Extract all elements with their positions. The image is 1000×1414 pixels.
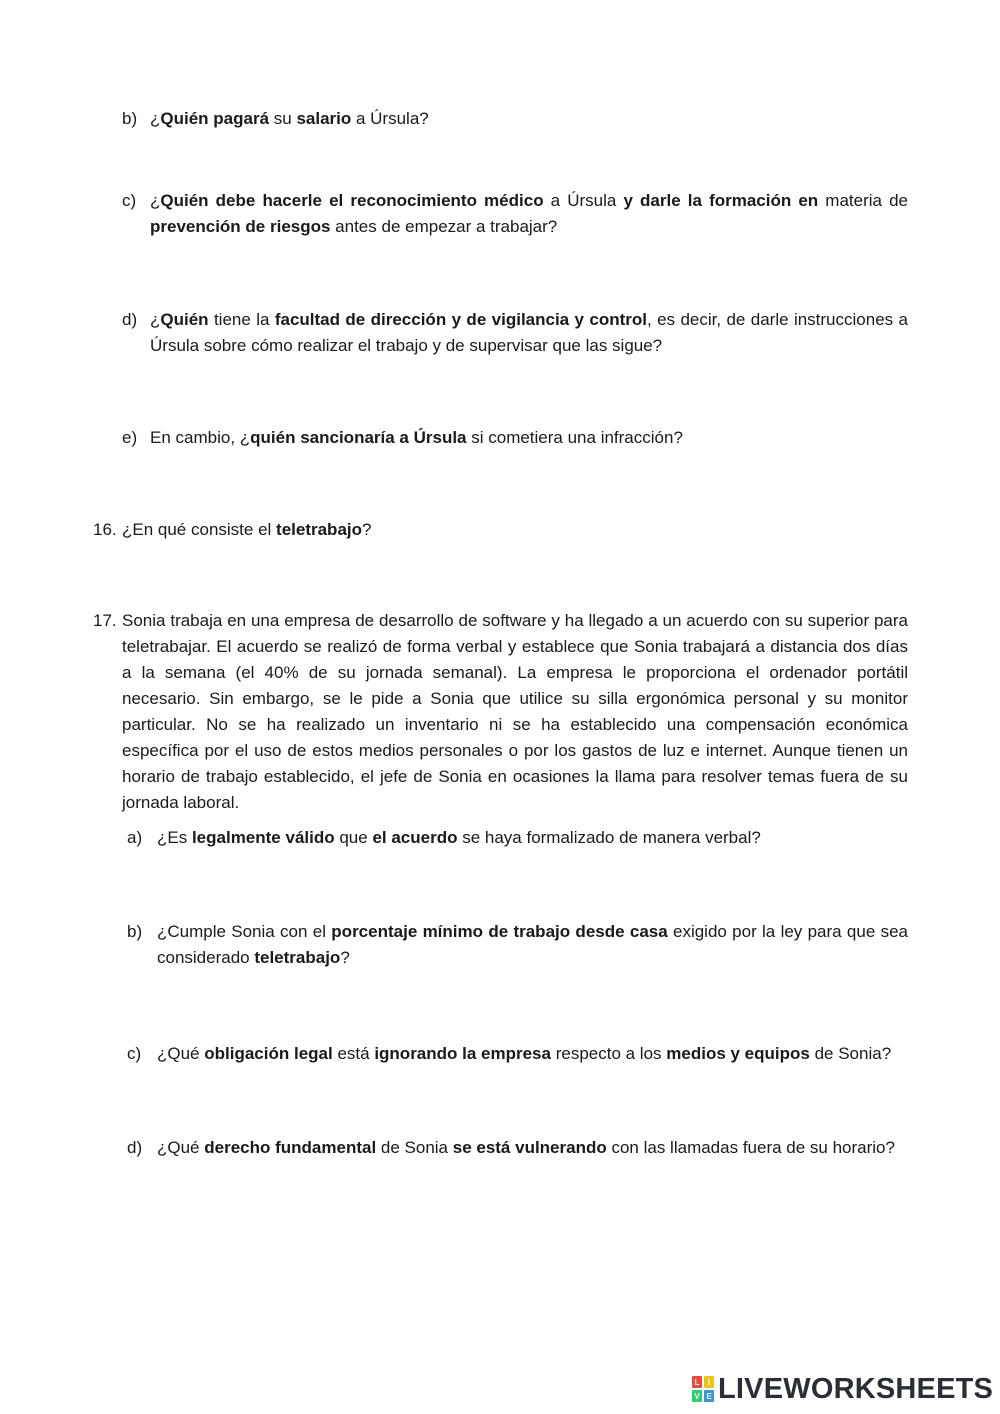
item-label: b) (122, 109, 138, 128)
text-run: ¿Qué (157, 1044, 205, 1063)
text-run: ¿ (150, 191, 161, 210)
bold-text: salario (296, 109, 352, 128)
text-run: de Sonia (376, 1138, 453, 1157)
text-run: En cambio, ¿ (150, 428, 251, 447)
question-17-text: Sonia trabaja en una empresa de desarrollo de software y ha llegado a un acuerdo con su superior para teletrabajar. El acuerdo se realizó de forma verbal y establece que Sonia trabajará a distancia dos días a la semana (el 40% de su jornada semanal). La empresa le proporciona el ordenador portátil necesario. Sin embargo, se le pide a Sonia que utilice su silla ergonómica personal y su monitor particular. No se ha realizado un inventario ni se ha establecido una compensación económica específica por el uso de estos medios personales o por los gastos de luz e internet. Aunque tienen un horario de trabajo establecido, el jefe de Sonia en ocasiones la llama para resolver temas fuera de su jornada laboral. (122, 611, 908, 812)
text-run: ¿ (150, 109, 161, 128)
item-label: d) (122, 310, 138, 329)
item-label: c) (127, 1044, 142, 1063)
bold-text: facultad de dirección y de vigilancia y control (274, 310, 647, 329)
bold-text: prevención de riesgos (150, 217, 331, 236)
bold-text: ignorando la empresa (374, 1044, 551, 1063)
question-number: 16. (93, 520, 117, 539)
bold-text: legalmente válido (191, 828, 335, 847)
text-run: ¿ (150, 310, 161, 329)
question-17d (157, 1135, 908, 1161)
liveworksheets-logo (692, 1374, 993, 1404)
question-number: 17. (93, 611, 117, 630)
question-17b (157, 919, 908, 971)
item-label: b) (127, 922, 143, 941)
text-run: , es decir, de darle instrucciones a Úrsula sobre cómo realizar el trabajo y de supervisar que las sigue? (150, 310, 908, 355)
svg-text:E: E (706, 1392, 712, 1401)
text-run: su (269, 109, 297, 128)
text-run: con las llamadas fuera de su horario? (606, 1138, 895, 1157)
liveworksheets-logo-icon (692, 1376, 714, 1402)
bold-text: obligación legal (204, 1044, 333, 1063)
bold-text: el acuerdo (372, 828, 458, 847)
text-run: ¿Es (157, 828, 192, 847)
bold-text: y darle la formación en (623, 191, 819, 210)
item-label: a) (127, 828, 143, 847)
item-label: c) (122, 191, 137, 210)
text-run: tiene la (208, 310, 275, 329)
bold-text: Quién debe hacerle el reconocimiento médico (160, 191, 544, 210)
question-17c (157, 1041, 908, 1067)
svg-text:L: L (694, 1378, 700, 1387)
question-15c (150, 188, 908, 240)
item-label: d) (127, 1138, 143, 1157)
bold-text: porcentaje mínimo de trabajo desde casa (331, 922, 668, 941)
question-17a (157, 825, 908, 851)
bold-text: teletrabajo (254, 948, 341, 967)
text-run: exigido por la ley para que sea considerado (157, 922, 908, 967)
text-run: de Sonia? (809, 1044, 892, 1063)
text-run: ¿Cumple Sonia con el (157, 922, 332, 941)
question-15b (150, 106, 908, 132)
bold-text: Quién (160, 310, 209, 329)
text-run: se haya formalizado de manera verbal? (457, 828, 761, 847)
bold-text: quién sancionaría a Úrsula (250, 428, 467, 447)
bold-text: teletrabajo (276, 520, 363, 539)
text-run: si cometiera una infracción? (466, 428, 683, 447)
bold-text: derecho fundamental (204, 1138, 377, 1157)
text-run: ¿En qué consiste el (122, 520, 277, 539)
text-run: a Úrsula? (351, 109, 429, 128)
text-run: ¿Qué (157, 1138, 205, 1157)
bold-text: se está vulnerando (452, 1138, 607, 1157)
bold-text: medios y equipos (666, 1044, 810, 1063)
bold-text: Quién pagará (160, 109, 270, 128)
svg-text:V: V (694, 1392, 700, 1401)
text-run: respecto a los (550, 1044, 667, 1063)
text-run: ? (362, 520, 372, 539)
svg-text:I: I (707, 1378, 711, 1387)
question-16 (122, 517, 908, 543)
question-15e (150, 425, 908, 451)
liveworksheets-logo-text: LIVEWORKSHEETS (718, 1373, 994, 1405)
text-run: a Úrsula (543, 191, 624, 210)
question-15d (150, 307, 908, 359)
text-run: está (332, 1044, 375, 1063)
text-run: que (334, 828, 373, 847)
text-run: materia de (818, 191, 908, 210)
text-run: ? (340, 948, 350, 967)
text-run: antes de empezar a trabajar? (330, 217, 558, 236)
item-label: e) (122, 428, 138, 447)
